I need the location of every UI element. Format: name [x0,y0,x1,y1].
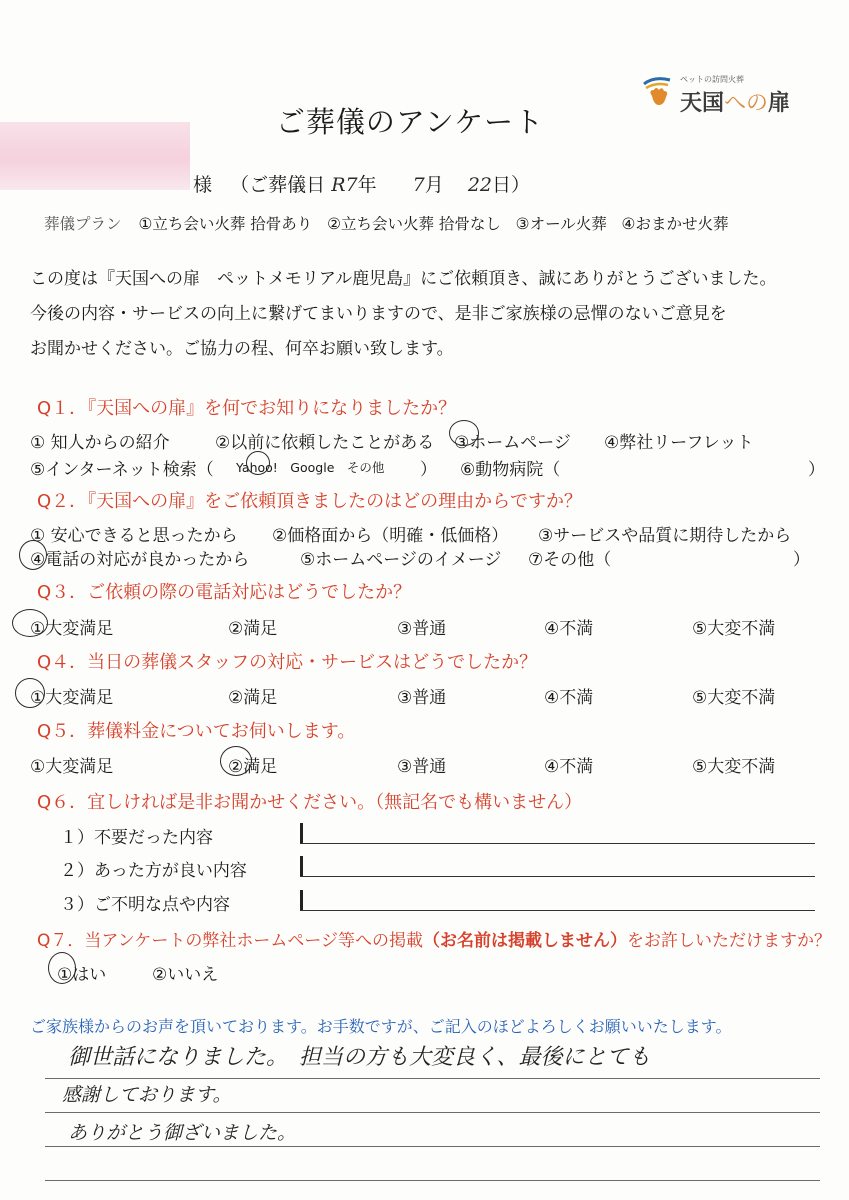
q6-item-label: ２）あった方が良い内容 [60,861,247,881]
footer-note: ご家族様からのお声を頂いております。お手数ですが、ご記入のほどよろしくお願いいたします。 [30,1017,732,1036]
plan-option[interactable]: ④おまかせ火葬 [621,215,729,233]
q6-item-label: ３）ご不明な点や内容 [60,895,230,915]
q7-option[interactable]: ②いいえ [152,965,219,985]
answer-circle [220,746,252,776]
search-engine-list: Yahoo! Google その他 [236,460,385,475]
handwritten-day: 22 [467,174,493,196]
handwritten-comment: 感謝しております。 [62,1084,232,1106]
answer-circle [15,678,45,708]
q3-option[interactable]: ⑤大変不満 [692,619,776,639]
q1-question: Q１．『天国への扉』を何でお知りになりましたか？ [37,398,457,419]
q2-option[interactable]: ③サービスや品質に期待したから [538,526,792,546]
answer-circle [48,952,76,984]
q2-option[interactable]: ⑤ホームページのイメージ [300,550,502,570]
q7-option-selected[interactable]: ①はい [57,965,107,985]
q2-question: Q２．『天国への扉』をご依頼頂きましたのはどの理由からですか？ [37,491,582,512]
q4-question: Q４．当日の葬儀スタッフの対応・サービスはどうでしたか？ [37,652,538,673]
handwritten-era: R7 [331,174,358,196]
intro-paragraph: この度は『天国への扉 ペットメモリアル鹿児島』にご依頼頂き、誠にありがとうございました。 今後の内容・サービスの向上に繋げてまいりますので、是非ご家族様の忌憚のないご意見を お聞かせください。ご協力の程、何卒お願い致します。 [30,269,777,359]
comment-line [45,1146,820,1147]
q3-option[interactable]: ③普通 [397,619,447,639]
handwritten-comment: ありがとう御ざいました。 [68,1122,297,1144]
q5-option-selected[interactable]: ②満足 [228,757,278,777]
handwritten-comment: 御世話になりました。 担当の方も大変良く、最後にとても [68,1045,651,1070]
q5-option[interactable]: ①大変満足 [30,757,114,777]
q6-answer-field[interactable] [300,890,815,911]
q1-option[interactable]: ① 知人からの紹介 [30,433,170,453]
q6-question: Q６．宜しければ是非お聞かせください。（無記名でも構いません） [37,792,583,813]
logo-wordmark: 天国への扉 [680,91,791,116]
comment-line [45,1112,820,1113]
q3-option-selected[interactable]: ①大変満足 [30,619,114,639]
answer-circle [12,609,48,637]
q5-option[interactable]: ⑤大変不満 [692,757,776,777]
answer-circle [19,540,47,570]
q1-option-selected[interactable]: ③ホームページ [454,433,571,453]
q1-option[interactable]: ⑥動物病院（ [460,460,561,480]
q6-answer-field[interactable] [300,856,815,877]
q5-option[interactable]: ③普通 [397,757,447,777]
q4-option-selected[interactable]: ①大変満足 [30,688,114,708]
redaction-mark [0,122,190,190]
funeral-date-line: 様 （ご葬儀日 R7年 7月 22日） [193,174,531,196]
q2-option[interactable]: ① 安心できると思ったから [30,526,238,546]
page-title: ご葬儀のアンケート [275,105,545,139]
q7-question: Q７．当アンケートの弊社ホームページ等への掲載（お名前は掲載しません）をお許しいただけますか？ [37,931,832,951]
q1-option[interactable]: ②以前に依頼したことがある [215,433,435,453]
q3-option[interactable]: ④不満 [544,619,594,639]
q2-option[interactable]: ⑦その他（ [528,550,612,570]
q5-question: Q５．葬儀料金についてお伺いします。 [37,721,356,742]
q2-option[interactable]: ②価格面から（明確・低価格） [272,526,509,546]
q4-option[interactable]: ②満足 [228,688,278,708]
q3-question: Q３．ご依頼の際の電話対応はどうでしたか？ [37,582,412,603]
answer-circle [246,451,270,475]
q3-option[interactable]: ②満足 [228,619,278,639]
q1-option[interactable]: ④弊社リーフレット [604,433,754,453]
plan-option[interactable]: ①立ち会い火葬 拾骨あり [138,215,313,233]
q4-option[interactable]: ③普通 [397,688,447,708]
comment-line [45,1180,820,1181]
q5-option[interactable]: ④不満 [544,757,594,777]
plan-option[interactable]: ②立ち会い火葬 拾骨なし [327,215,501,233]
handwritten-month: 7 [412,174,425,196]
q6-answer-field[interactable] [300,823,815,844]
plan-option[interactable]: ③オール火葬 [515,215,607,233]
q1-option[interactable]: ⑤インターネット検索（ [30,460,214,480]
logo-subtitle: ペットの訪問火葬 [680,75,744,84]
q4-option[interactable]: ⑤大変不満 [692,688,776,708]
q2-option-selected[interactable]: ④電話の対応が良かったから [30,550,250,570]
answer-circle [449,420,479,446]
q4-option[interactable]: ④不満 [544,688,594,708]
plan-label: 葬儀プラン [44,215,122,233]
comment-line [45,1078,820,1079]
funeral-plan-row [44,212,728,234]
q6-item-label: １）不要だった内容 [60,828,213,848]
